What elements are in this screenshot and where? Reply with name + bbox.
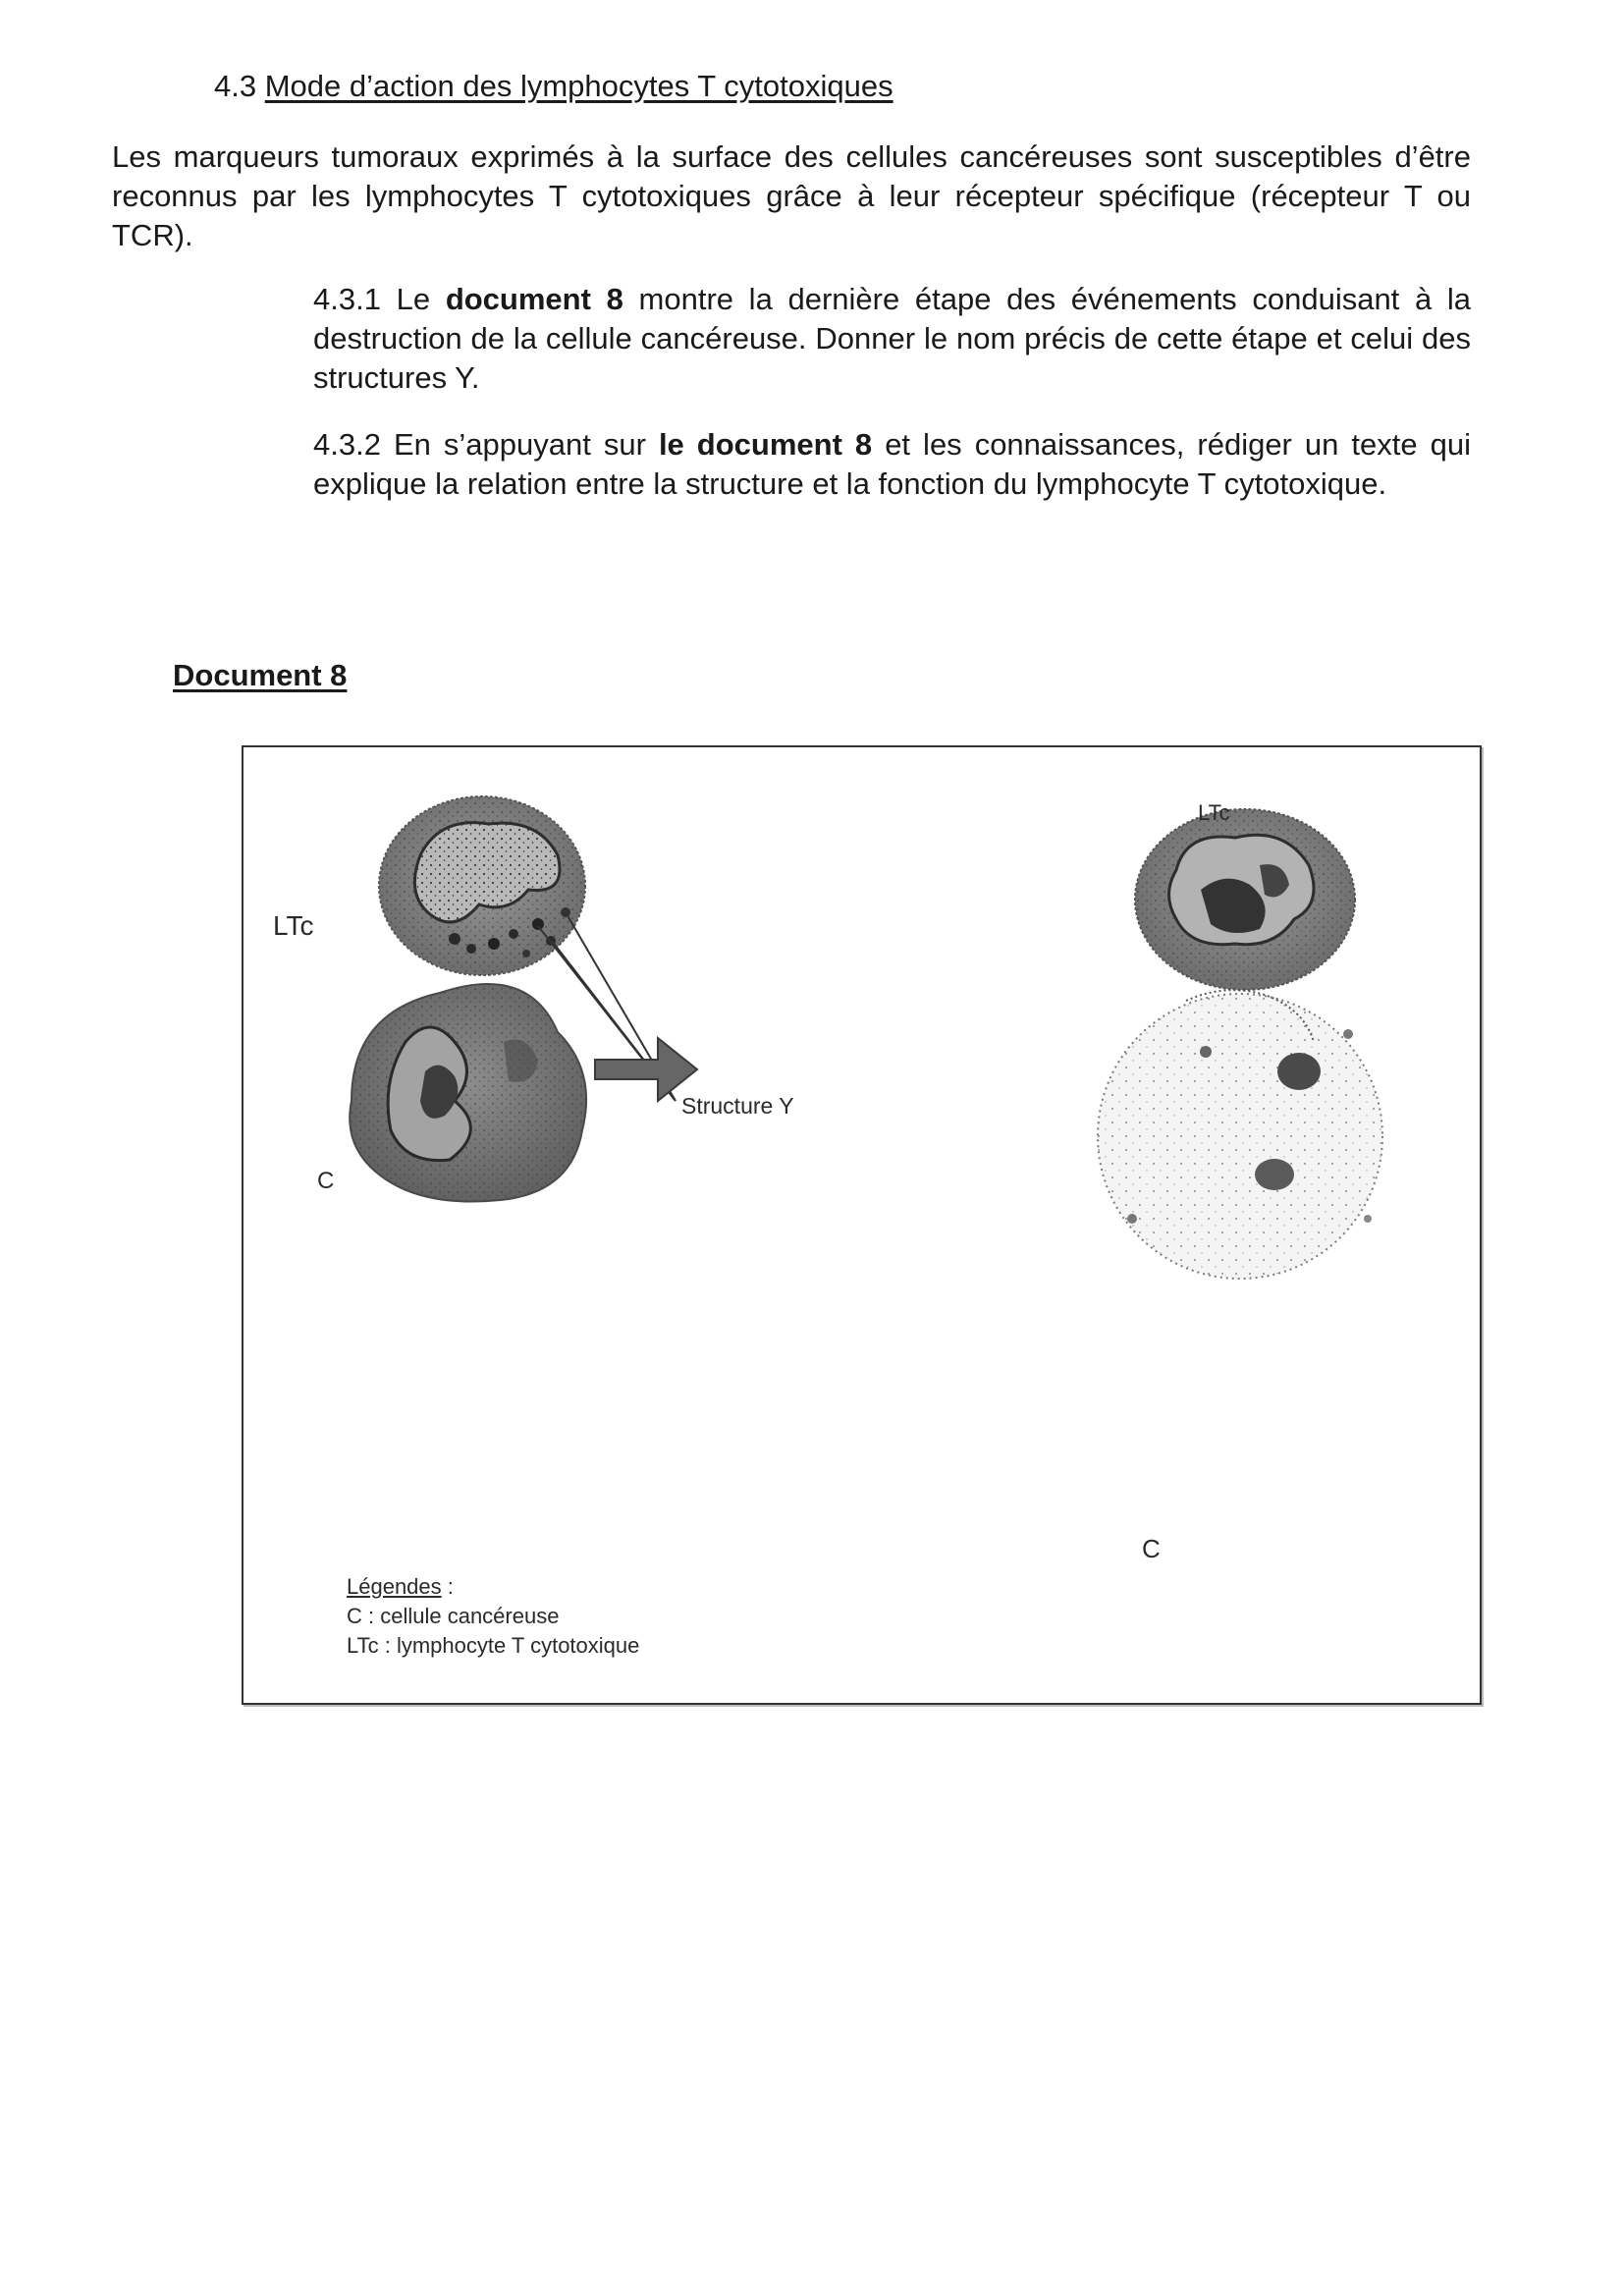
cancer-cell-left [350, 984, 586, 1202]
label-c-right: C [1142, 1534, 1161, 1563]
section-heading [214, 69, 893, 104]
question-4-3-2 [313, 425, 1471, 504]
question-number: 4.3.1 [313, 282, 381, 316]
cancer-cell-right-lysed [1098, 990, 1382, 1279]
label-c-left: C [317, 1168, 335, 1194]
label-structure-y: Structure Y [681, 1093, 794, 1119]
document-reference: le document 8 [658, 427, 873, 462]
label-ltc-right: LTc [1198, 800, 1230, 825]
question-number: 4.3.2 [313, 427, 381, 462]
document-reference: document 8 [445, 282, 623, 316]
question-text-after: montre la dernière étape des événements conduisant à la destruction de la cellule cancéreuse. Donner le nom précis de cette étape et celui des structures Y. [313, 282, 1472, 395]
intro-paragraph: Les marqueurs tumoraux exprimés à la surface des cellules cancéreuses sont susceptibles d’être reconnus par les lymphocytes T cytotoxiques grâce à leur récepteur spécifique (récepteur T ou TCR). [112, 139, 1471, 252]
legend-item: LTc : lymphocyte T cytotoxique [347, 1633, 640, 1658]
question-text-before: En s’appuyant sur [393, 427, 646, 462]
ltc-cell-left [379, 796, 585, 975]
section-number: 4.3 [214, 69, 257, 103]
document-title: Document 8 [173, 658, 348, 692]
question-4-3-1 [313, 280, 1471, 398]
label-ltc-left: LTc [273, 910, 314, 941]
legend-item: C : cellule cancéreuse [347, 1604, 560, 1628]
micrograph-illustration [244, 747, 1480, 1703]
ltc-cell-right [1135, 809, 1355, 990]
question-text-before: Le [396, 282, 431, 316]
section-title: Mode d’action des lymphocytes T cytotoxiques [264, 69, 893, 103]
legend-heading: Légendes [347, 1574, 442, 1599]
figure-legend: Légendes : C : cellule cancéreuse LTc : lymphocyte T cytotoxique [347, 1572, 639, 1661]
arrow-icon [595, 1038, 697, 1101]
document-8-figure [242, 745, 1482, 1705]
question-text-after: et les connaissances, rédiger un texte qui explique la relation entre la structure et la fonction du lymphocyte T cytotoxique. [313, 427, 1471, 501]
